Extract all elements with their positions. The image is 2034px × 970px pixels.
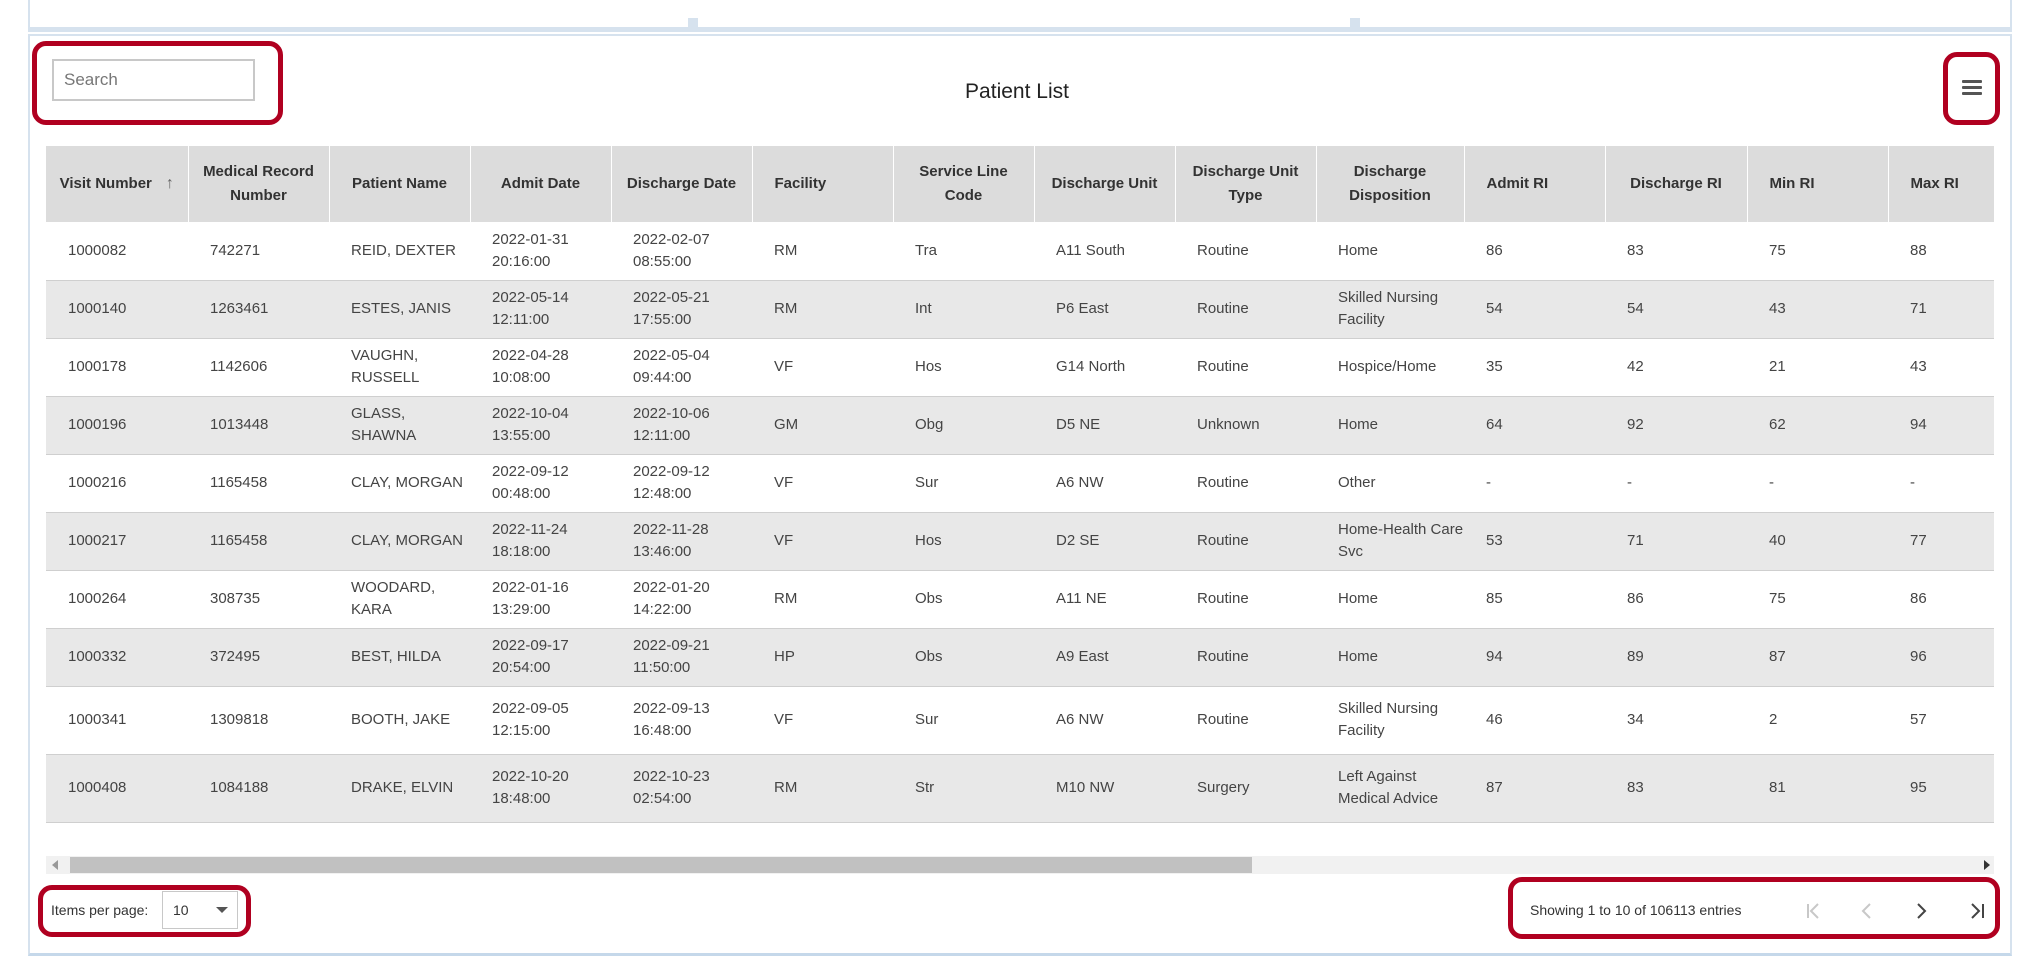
table-cell: 54 [1605, 280, 1747, 338]
table-cell: 1165458 [188, 512, 329, 570]
table-cell: 64 [1464, 396, 1605, 454]
table-cell: 21 [1747, 338, 1888, 396]
table-cell: Home [1316, 628, 1464, 686]
table-cell: 1000140 [46, 280, 188, 338]
table-cell: 86 [1888, 570, 1994, 628]
table-cell: 2022-11-28 13:46:00 [611, 512, 752, 570]
table-cell: Routine [1175, 570, 1316, 628]
table-cell: RM [752, 570, 893, 628]
table-cell: 57 [1888, 686, 1994, 754]
column-header-label: Discharge Unit Type [1192, 163, 1299, 204]
table-cell: Skilled Nursing Facility [1316, 686, 1464, 754]
table-cell: 2022-05-21 17:55:00 [611, 280, 752, 338]
table-cell: 1309818 [188, 686, 329, 754]
table-cell: 43 [1888, 338, 1994, 396]
column-header[interactable] [46, 146, 188, 222]
table-cell: GLASS, SHAWNA [329, 396, 470, 454]
table-cell: 2022-09-13 16:48:00 [611, 686, 752, 754]
table-cell: Skilled Nursing Facility [1316, 280, 1464, 338]
patient-table [46, 146, 1994, 823]
table-cell: - [1605, 454, 1747, 512]
table-cell: RM [752, 754, 893, 822]
table-cell: Home [1316, 396, 1464, 454]
table-cell: 75 [1747, 570, 1888, 628]
table-cell: Home-Health Care Svc [1316, 512, 1464, 570]
table-cell: CLAY, MORGAN [329, 512, 470, 570]
table-cell: - [1464, 454, 1605, 512]
table-cell: Obg [893, 396, 1034, 454]
table-cell: 92 [1605, 396, 1747, 454]
table-cell: Obs [893, 628, 1034, 686]
scroll-right-icon[interactable] [1984, 860, 1990, 870]
table-cell: Routine [1175, 628, 1316, 686]
column-header-label: Medical Record Number [203, 163, 314, 204]
table-cell: D5 NE [1034, 396, 1175, 454]
table-cell: 1084188 [188, 754, 329, 822]
table-cell: Home [1316, 570, 1464, 628]
table-cell: 2022-09-12 12:48:00 [611, 454, 752, 512]
column-header-label: Discharge RI [1630, 175, 1722, 192]
column-header[interactable] [470, 146, 611, 222]
table-row[interactable] [46, 338, 1994, 396]
table-cell: P6 East [1034, 280, 1175, 338]
table-header-row [46, 146, 1994, 222]
column-header[interactable] [893, 146, 1034, 222]
table-cell: G14 North [1034, 338, 1175, 396]
table-cell: D2 SE [1034, 512, 1175, 570]
page-title: Patient List [965, 80, 1069, 103]
table-cell: 94 [1888, 396, 1994, 454]
last-page-icon[interactable] [1962, 896, 1992, 926]
table-cell: 89 [1605, 628, 1747, 686]
table-cell: RM [752, 280, 893, 338]
column-header-label: Max RI [1910, 175, 1959, 192]
table-cell: Routine [1175, 454, 1316, 512]
table-cell: 2022-09-17 20:54:00 [470, 628, 611, 686]
chevron-down-icon [216, 907, 228, 913]
table-cell: RM [752, 222, 893, 280]
table-cell: 2022-11-24 18:18:00 [470, 512, 611, 570]
table-cell: A9 East [1034, 628, 1175, 686]
table-cell: 1263461 [188, 280, 329, 338]
table-cell: 1142606 [188, 338, 329, 396]
table-cell: ESTES, JANIS [329, 280, 470, 338]
table-cell: 1000216 [46, 454, 188, 512]
table-cell: Home [1316, 222, 1464, 280]
table-cell: 2022-05-14 12:11:00 [470, 280, 611, 338]
table-cell: 742271 [188, 222, 329, 280]
column-header[interactable] [1034, 146, 1175, 222]
table-cell: Int [893, 280, 1034, 338]
table-cell: 71 [1605, 512, 1747, 570]
table-cell: GM [752, 396, 893, 454]
table-cell: Hospice/Home [1316, 338, 1464, 396]
scroll-left-icon[interactable] [52, 860, 58, 870]
column-header-label: Min RI [1769, 175, 1815, 192]
table-cell: Other [1316, 454, 1464, 512]
table-cell: 2022-01-31 20:16:00 [470, 222, 611, 280]
items-per-page-select[interactable] [162, 891, 238, 929]
table-row[interactable] [46, 512, 1994, 570]
table-cell: 2022-10-20 18:48:00 [470, 754, 611, 822]
table-cell: 2022-04-28 10:08:00 [470, 338, 611, 396]
table-cell: - [1888, 454, 1994, 512]
table-cell: 71 [1888, 280, 1994, 338]
table-cell: 1000196 [46, 396, 188, 454]
table-cell: 2022-09-21 11:50:00 [611, 628, 752, 686]
table-cell: VF [752, 686, 893, 754]
column-header[interactable] [1747, 146, 1888, 222]
table-cell: Hos [893, 512, 1034, 570]
table-cell: 40 [1747, 512, 1888, 570]
table-cell: 2022-10-04 13:55:00 [470, 396, 611, 454]
table-cell: HP [752, 628, 893, 686]
column-header[interactable] [329, 146, 470, 222]
table-cell: 2022-09-05 12:15:00 [470, 686, 611, 754]
table-cell: M10 NW [1034, 754, 1175, 822]
table-cell: VAUGHN, RUSSELL [329, 338, 470, 396]
table-cell: 1000332 [46, 628, 188, 686]
table-cell: 1000217 [46, 512, 188, 570]
table-cell: 308735 [188, 570, 329, 628]
table-cell: 43 [1747, 280, 1888, 338]
previous-page-icon[interactable] [1852, 896, 1882, 926]
table-cell: 85 [1464, 570, 1605, 628]
table-cell: 35 [1464, 338, 1605, 396]
column-header[interactable] [752, 146, 893, 222]
column-header[interactable] [1464, 146, 1605, 222]
table-cell: A6 NW [1034, 454, 1175, 512]
table-cell: Routine [1175, 280, 1316, 338]
table-cell: DRAKE, ELVIN [329, 754, 470, 822]
table-row[interactable] [46, 280, 1994, 338]
column-header[interactable] [1175, 146, 1316, 222]
table-cell: Obs [893, 570, 1034, 628]
table-row[interactable] [46, 686, 1994, 754]
table-cell: 88 [1888, 222, 1994, 280]
table-cell: 53 [1464, 512, 1605, 570]
patient-table-container[interactable] [46, 146, 1994, 839]
first-page-icon[interactable] [1798, 896, 1828, 926]
table-cell: WOODARD, KARA [329, 570, 470, 628]
table-cell: 87 [1747, 628, 1888, 686]
table-row[interactable] [46, 628, 1994, 686]
table-cell: 83 [1605, 222, 1747, 280]
table-cell: 2022-05-04 09:44:00 [611, 338, 752, 396]
table-cell: 86 [1464, 222, 1605, 280]
table-cell: 83 [1605, 754, 1747, 822]
table-cell: 77 [1888, 512, 1994, 570]
table-row[interactable] [46, 222, 1994, 280]
table-cell: 86 [1605, 570, 1747, 628]
table-cell: A11 NE [1034, 570, 1175, 628]
table-cell: Left Against Medical Advice [1316, 754, 1464, 822]
column-header-label: Discharge Disposition [1349, 163, 1431, 204]
table-row[interactable] [46, 454, 1994, 512]
table-cell: 2022-10-23 02:54:00 [611, 754, 752, 822]
table-cell: 1013448 [188, 396, 329, 454]
table-cell: 2022-01-20 14:22:00 [611, 570, 752, 628]
table-cell: VF [752, 512, 893, 570]
table-cell: 54 [1464, 280, 1605, 338]
table-cell: - [1747, 454, 1888, 512]
table-cell: 96 [1888, 628, 1994, 686]
column-header[interactable] [188, 146, 329, 222]
column-header-label: Patient Name [351, 175, 448, 192]
table-cell: 1000082 [46, 222, 188, 280]
table-cell: CLAY, MORGAN [329, 454, 470, 512]
table-cell: Tra [893, 222, 1034, 280]
top-panel-strip [28, 0, 2012, 32]
table-cell: 81 [1747, 754, 1888, 822]
table-cell: REID, DEXTER [329, 222, 470, 280]
showing-entries-text: Showing 1 to 10 of 106113 entries [1530, 902, 1742, 918]
panel-divider[interactable] [1350, 18, 1360, 32]
table-cell: BEST, HILDA [329, 628, 470, 686]
column-header[interactable] [1605, 146, 1747, 222]
column-header-label: Discharge Date [626, 175, 737, 192]
items-per-page-label: Items per page: [51, 902, 149, 918]
items-per-page-value: 10 [173, 902, 189, 918]
column-header-label: Admit Date [500, 175, 581, 192]
panel-divider[interactable] [688, 18, 698, 32]
table-cell: 1000408 [46, 754, 188, 822]
table-cell: BOOTH, JAKE [329, 686, 470, 754]
table-cell: VF [752, 454, 893, 512]
table-cell: Sur [893, 686, 1034, 754]
table-cell: 87 [1464, 754, 1605, 822]
column-header-label: Visit Number [59, 174, 152, 192]
table-cell: Routine [1175, 686, 1316, 754]
column-header-label: Discharge Unit [1051, 175, 1158, 192]
column-header-label: Facility [774, 175, 827, 192]
horizontal-scrollbar[interactable] [46, 856, 1994, 874]
table-cell: 34 [1605, 686, 1747, 754]
table-cell: 2022-09-12 00:48:00 [470, 454, 611, 512]
table-cell: 46 [1464, 686, 1605, 754]
table-row[interactable] [46, 570, 1994, 628]
table-cell: Routine [1175, 512, 1316, 570]
table-cell: A6 NW [1034, 686, 1175, 754]
column-header[interactable] [1316, 146, 1464, 222]
table-body [46, 222, 1994, 822]
table-row[interactable] [46, 754, 1994, 822]
table-cell: Str [893, 754, 1034, 822]
table-cell: 1165458 [188, 454, 329, 512]
column-header[interactable] [611, 146, 752, 222]
table-cell: A11 South [1034, 222, 1175, 280]
table-cell: 1000341 [46, 686, 188, 754]
table-cell: 2022-02-07 08:55:00 [611, 222, 752, 280]
table-cell: 75 [1747, 222, 1888, 280]
table-cell: 372495 [188, 628, 329, 686]
next-page-icon[interactable] [1906, 896, 1936, 926]
arrow-up-icon[interactable]: ↑ [165, 175, 174, 193]
table-cell: Surgery [1175, 754, 1316, 822]
column-header-label: Admit RI [1486, 175, 1549, 192]
scrollbar-thumb[interactable] [70, 857, 1252, 873]
hamburger-menu-icon[interactable] [1962, 80, 1982, 96]
table-cell: 95 [1888, 754, 1994, 822]
table-row[interactable] [46, 396, 1994, 454]
table-cell: 1000178 [46, 338, 188, 396]
table-cell: Sur [893, 454, 1034, 512]
table-cell: 2022-10-06 12:11:00 [611, 396, 752, 454]
column-header-label: Service Line Code [919, 163, 1008, 204]
table-cell: Routine [1175, 338, 1316, 396]
table-cell: Hos [893, 338, 1034, 396]
table-cell: Unknown [1175, 396, 1316, 454]
table-cell: VF [752, 338, 893, 396]
table-cell: 1000264 [46, 570, 188, 628]
table-cell: 42 [1605, 338, 1747, 396]
table-cell: 62 [1747, 396, 1888, 454]
table-cell: 94 [1464, 628, 1605, 686]
table-cell: 2022-01-16 13:29:00 [470, 570, 611, 628]
column-header[interactable] [1888, 146, 1994, 222]
table-cell: Routine [1175, 222, 1316, 280]
table-cell: 2 [1747, 686, 1888, 754]
